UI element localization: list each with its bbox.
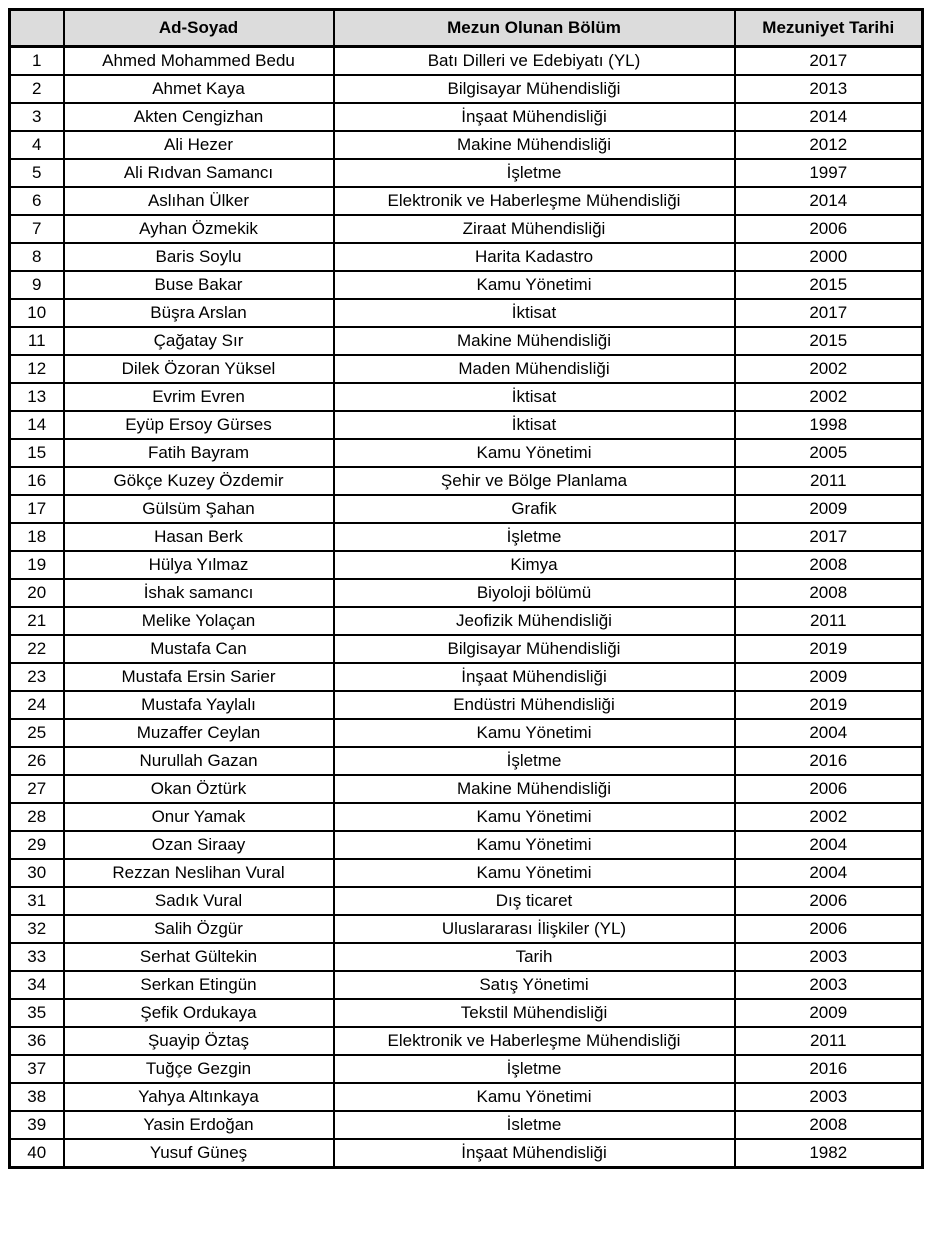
graduation-year-cell: 2002 [735, 383, 923, 411]
graduation-year-cell: 2017 [735, 523, 923, 551]
table-row [10, 859, 923, 887]
name-cell: Yusuf Güneş [64, 1139, 334, 1168]
name-cell: Rezzan Neslihan Vural [64, 859, 334, 887]
graduates-table [8, 8, 924, 1169]
department-cell: Endüstri Mühendisliği [334, 691, 735, 719]
name-cell: Buse Bakar [64, 271, 334, 299]
table-row [10, 383, 923, 411]
table-row [10, 439, 923, 467]
department-cell: Batı Dilleri ve Edebiyatı (YL) [334, 47, 735, 76]
row-number-cell: 13 [10, 383, 64, 411]
table-row [10, 467, 923, 495]
table-row [10, 943, 923, 971]
name-cell: Okan Öztürk [64, 775, 334, 803]
department-cell: Tekstil Mühendisliği [334, 999, 735, 1027]
department-cell: Ziraat Mühendisliği [334, 215, 735, 243]
table-row [10, 719, 923, 747]
name-cell: Muzaffer Ceylan [64, 719, 334, 747]
graduation-year-cell: 2012 [735, 131, 923, 159]
row-number-cell: 37 [10, 1055, 64, 1083]
table-row [10, 915, 923, 943]
graduation-year-cell: 2006 [735, 915, 923, 943]
row-number-cell: 11 [10, 327, 64, 355]
row-number-cell: 24 [10, 691, 64, 719]
name-cell: Ali Rıdvan Samancı [64, 159, 334, 187]
name-cell: Dilek Özoran Yüksel [64, 355, 334, 383]
header-cell-graduation-date: Mezuniyet Tarihi [735, 10, 923, 47]
department-cell: Kamu Yönetimi [334, 803, 735, 831]
graduation-year-cell: 2009 [735, 999, 923, 1027]
graduation-year-cell: 2009 [735, 495, 923, 523]
name-cell: Hasan Berk [64, 523, 334, 551]
name-cell: Serhat Gültekin [64, 943, 334, 971]
row-number-cell: 26 [10, 747, 64, 775]
department-cell: İşletme [334, 747, 735, 775]
header-cell-name: Ad-Soyad [64, 10, 334, 47]
table-row [10, 299, 923, 327]
row-number-cell: 38 [10, 1083, 64, 1111]
table-row [10, 971, 923, 999]
row-number-cell: 27 [10, 775, 64, 803]
graduation-year-cell: 2017 [735, 47, 923, 76]
row-number-cell: 22 [10, 635, 64, 663]
row-number-cell: 28 [10, 803, 64, 831]
department-cell: Elektronik ve Haberleşme Mühendisliği [334, 1027, 735, 1055]
name-cell: Nurullah Gazan [64, 747, 334, 775]
table-row [10, 411, 923, 439]
department-cell: İnşaat Mühendisliği [334, 1139, 735, 1168]
department-cell: Kimya [334, 551, 735, 579]
table-row [10, 75, 923, 103]
table-row [10, 803, 923, 831]
name-cell: Ozan Siraay [64, 831, 334, 859]
row-number-cell: 6 [10, 187, 64, 215]
name-cell: Eyüp Ersoy Gürses [64, 411, 334, 439]
name-cell: Akten Cengizhan [64, 103, 334, 131]
graduation-year-cell: 2009 [735, 663, 923, 691]
department-cell: İktisat [334, 383, 735, 411]
name-cell: Mustafa Ersin Sarier [64, 663, 334, 691]
row-number-cell: 16 [10, 467, 64, 495]
graduation-year-cell: 2004 [735, 859, 923, 887]
table-row [10, 1083, 923, 1111]
row-number-cell: 30 [10, 859, 64, 887]
department-cell: Biyoloji bölümü [334, 579, 735, 607]
header-row [10, 10, 923, 47]
name-cell: Mustafa Yaylalı [64, 691, 334, 719]
row-number-cell: 4 [10, 131, 64, 159]
row-number-cell: 40 [10, 1139, 64, 1168]
name-cell: Fatih Bayram [64, 439, 334, 467]
department-cell: Bilgisayar Mühendisliği [334, 75, 735, 103]
table-row [10, 635, 923, 663]
name-cell: Çağatay Sır [64, 327, 334, 355]
table-row [10, 747, 923, 775]
name-cell: Yahya Altınkaya [64, 1083, 334, 1111]
row-number-cell: 36 [10, 1027, 64, 1055]
department-cell: Bilgisayar Mühendisliği [334, 635, 735, 663]
department-cell: Kamu Yönetimi [334, 271, 735, 299]
table-row [10, 999, 923, 1027]
row-number-cell: 3 [10, 103, 64, 131]
name-cell: Şefik Ordukaya [64, 999, 334, 1027]
graduation-year-cell: 1998 [735, 411, 923, 439]
row-number-cell: 8 [10, 243, 64, 271]
department-cell: İsletme [334, 1111, 735, 1139]
department-cell: Makine Mühendisliği [334, 131, 735, 159]
department-cell: Şehir ve Bölge Planlama [334, 467, 735, 495]
name-cell: Melike Yolaçan [64, 607, 334, 635]
row-number-cell: 32 [10, 915, 64, 943]
graduation-year-cell: 2017 [735, 299, 923, 327]
graduation-year-cell: 2019 [735, 691, 923, 719]
name-cell: Yasin Erdoğan [64, 1111, 334, 1139]
name-cell: Ahmed Mohammed Bedu [64, 47, 334, 76]
row-number-cell: 21 [10, 607, 64, 635]
department-cell: İnşaat Mühendisliği [334, 663, 735, 691]
graduation-year-cell: 2019 [735, 635, 923, 663]
name-cell: Büşra Arslan [64, 299, 334, 327]
table-row [10, 1027, 923, 1055]
table-header [10, 10, 923, 47]
name-cell: Gülsüm Şahan [64, 495, 334, 523]
table-row [10, 1111, 923, 1139]
name-cell: Aslıhan Ülker [64, 187, 334, 215]
row-number-cell: 2 [10, 75, 64, 103]
row-number-cell: 35 [10, 999, 64, 1027]
name-cell: Ali Hezer [64, 131, 334, 159]
name-cell: Baris Soylu [64, 243, 334, 271]
row-number-cell: 23 [10, 663, 64, 691]
department-cell: Kamu Yönetimi [334, 719, 735, 747]
graduation-year-cell: 2008 [735, 1111, 923, 1139]
department-cell: Kamu Yönetimi [334, 831, 735, 859]
department-cell: Makine Mühendisliği [334, 775, 735, 803]
table-row [10, 187, 923, 215]
graduation-year-cell: 2003 [735, 1083, 923, 1111]
department-cell: İşletme [334, 1055, 735, 1083]
graduation-year-cell: 1997 [735, 159, 923, 187]
table-body [10, 47, 923, 1168]
table-row [10, 103, 923, 131]
table-row [10, 1139, 923, 1168]
name-cell: Ahmet Kaya [64, 75, 334, 103]
row-number-cell: 20 [10, 579, 64, 607]
graduation-year-cell: 2004 [735, 831, 923, 859]
name-cell: Onur Yamak [64, 803, 334, 831]
table-row [10, 1055, 923, 1083]
row-number-cell: 10 [10, 299, 64, 327]
graduation-year-cell: 2006 [735, 215, 923, 243]
name-cell: Tuğçe Gezgin [64, 1055, 334, 1083]
department-cell: İktisat [334, 411, 735, 439]
name-cell: Sadık Vural [64, 887, 334, 915]
table-row [10, 159, 923, 187]
header-cell-department: Mezun Olunan Bölüm [334, 10, 735, 47]
graduation-year-cell: 2011 [735, 1027, 923, 1055]
graduation-year-cell: 2011 [735, 607, 923, 635]
name-cell: Ayhan Özmekik [64, 215, 334, 243]
row-number-cell: 15 [10, 439, 64, 467]
department-cell: Harita Kadastro [334, 243, 735, 271]
graduation-year-cell: 2014 [735, 103, 923, 131]
department-cell: Grafik [334, 495, 735, 523]
row-number-cell: 1 [10, 47, 64, 76]
department-cell: Kamu Yönetimi [334, 439, 735, 467]
department-cell: Jeofizik Mühendisliği [334, 607, 735, 635]
department-cell: İşletme [334, 523, 735, 551]
row-number-cell: 31 [10, 887, 64, 915]
department-cell: Dış ticaret [334, 887, 735, 915]
department-cell: Maden Mühendisliği [334, 355, 735, 383]
table-row [10, 495, 923, 523]
graduation-year-cell: 2005 [735, 439, 923, 467]
department-cell: İktisat [334, 299, 735, 327]
name-cell: Evrim Evren [64, 383, 334, 411]
row-number-cell: 7 [10, 215, 64, 243]
graduation-year-cell: 2011 [735, 467, 923, 495]
row-number-cell: 14 [10, 411, 64, 439]
graduation-year-cell: 2006 [735, 775, 923, 803]
row-number-cell: 19 [10, 551, 64, 579]
row-number-cell: 29 [10, 831, 64, 859]
row-number-cell: 39 [10, 1111, 64, 1139]
table-row [10, 243, 923, 271]
row-number-cell: 34 [10, 971, 64, 999]
graduation-year-cell: 2000 [735, 243, 923, 271]
table-row [10, 131, 923, 159]
table-row [10, 47, 923, 76]
table-row [10, 355, 923, 383]
graduation-year-cell: 2013 [735, 75, 923, 103]
row-number-cell: 5 [10, 159, 64, 187]
graduation-year-cell: 2008 [735, 551, 923, 579]
row-number-cell: 12 [10, 355, 64, 383]
table-row [10, 271, 923, 299]
table-row [10, 775, 923, 803]
department-cell: Elektronik ve Haberleşme Mühendisliği [334, 187, 735, 215]
name-cell: Gökçe Kuzey Özdemir [64, 467, 334, 495]
table-row [10, 523, 923, 551]
table-row [10, 691, 923, 719]
department-cell: Kamu Yönetimi [334, 1083, 735, 1111]
graduation-year-cell: 2003 [735, 971, 923, 999]
department-cell: İşletme [334, 159, 735, 187]
department-cell: Kamu Yönetimi [334, 859, 735, 887]
name-cell: Serkan Etingün [64, 971, 334, 999]
department-cell: Tarih [334, 943, 735, 971]
row-number-cell: 17 [10, 495, 64, 523]
name-cell: İshak samancı [64, 579, 334, 607]
table-row [10, 551, 923, 579]
graduation-year-cell: 2002 [735, 355, 923, 383]
graduation-year-cell: 2016 [735, 1055, 923, 1083]
graduation-year-cell: 2002 [735, 803, 923, 831]
table-row [10, 887, 923, 915]
graduation-year-cell: 2015 [735, 271, 923, 299]
name-cell: Salih Özgür [64, 915, 334, 943]
table-row [10, 831, 923, 859]
department-cell: İnşaat Mühendisliği [334, 103, 735, 131]
table-row [10, 663, 923, 691]
graduation-year-cell: 2016 [735, 747, 923, 775]
graduation-year-cell: 2014 [735, 187, 923, 215]
department-cell: Satış Yönetimi [334, 971, 735, 999]
row-number-cell: 25 [10, 719, 64, 747]
graduation-year-cell: 2008 [735, 579, 923, 607]
department-cell: Makine Mühendisliği [334, 327, 735, 355]
graduation-year-cell: 2004 [735, 719, 923, 747]
name-cell: Hülya Yılmaz [64, 551, 334, 579]
table-row [10, 579, 923, 607]
graduation-year-cell: 2006 [735, 887, 923, 915]
header-cell-row-number [10, 10, 64, 47]
department-cell: Uluslararası İlişkiler (YL) [334, 915, 735, 943]
graduation-year-cell: 1982 [735, 1139, 923, 1168]
table-row [10, 327, 923, 355]
row-number-cell: 18 [10, 523, 64, 551]
graduation-year-cell: 2015 [735, 327, 923, 355]
name-cell: Mustafa Can [64, 635, 334, 663]
graduation-year-cell: 2003 [735, 943, 923, 971]
name-cell: Şuayip Öztaş [64, 1027, 334, 1055]
table-row [10, 607, 923, 635]
row-number-cell: 9 [10, 271, 64, 299]
row-number-cell: 33 [10, 943, 64, 971]
table-row [10, 215, 923, 243]
